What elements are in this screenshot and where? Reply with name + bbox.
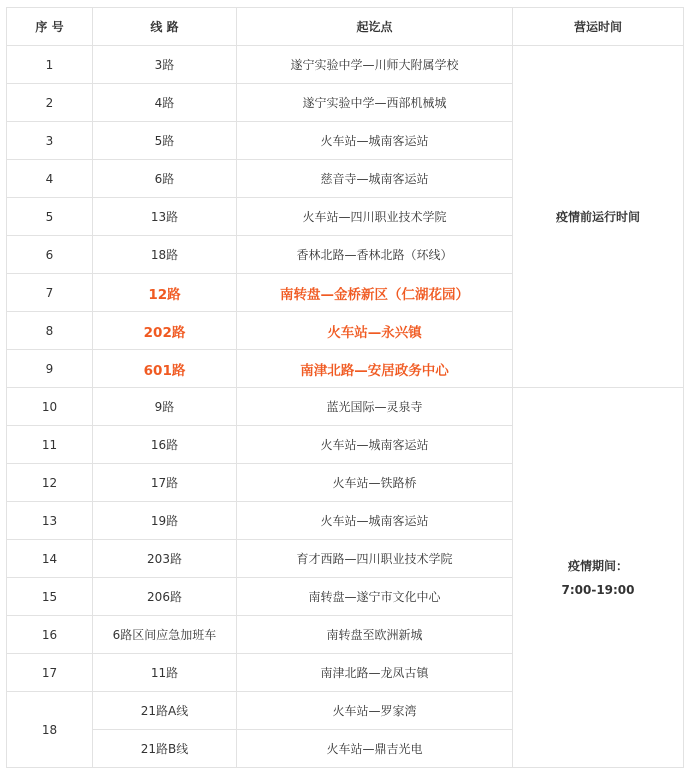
row-stops: 火车站—永兴镇: [237, 312, 513, 350]
row-stops: 火车站—铁路桥: [237, 464, 513, 502]
row-stops: 南津北路—龙凤古镇: [237, 654, 513, 692]
row-route: 12路: [93, 274, 237, 312]
time-before-label: 疫情前运行时间: [555, 209, 640, 224]
row-route: 5路: [93, 122, 237, 160]
row-stops: 遂宁实验中学—西部机械城: [237, 84, 513, 122]
table-row: [7, 46, 684, 84]
row-route: 21路A线: [93, 692, 237, 730]
header-route: 线 路: [93, 8, 237, 46]
row-stops: 蓝光国际—灵泉寺: [237, 388, 513, 426]
row-no: 8: [7, 312, 93, 350]
table-header-row: [7, 8, 684, 46]
header-no: 序 号: [7, 8, 93, 46]
time-during-label: 疫情期间：: [567, 558, 628, 573]
row-no: 6: [7, 236, 93, 274]
row-stops: 火车站—城南客运站: [237, 502, 513, 540]
row-stops: 南津北路—安居政务中心: [237, 350, 513, 388]
row-stops: 南转盘—遂宁市文化中心: [237, 578, 513, 616]
row-route: 16路: [93, 426, 237, 464]
row-no: 17: [7, 654, 93, 692]
row-no: 11: [7, 426, 93, 464]
row-route: 11路: [93, 654, 237, 692]
row-stops: 育才西路—四川职业技术学院: [237, 540, 513, 578]
row-no: 13: [7, 502, 93, 540]
row-stops: 火车站—城南客运站: [237, 426, 513, 464]
row-no: 3: [7, 122, 93, 160]
row-stops: 遂宁实验中学—川师大附属学校: [237, 46, 513, 84]
time-during-hours: 7:00-19:00: [561, 582, 635, 597]
row-no: 7: [7, 274, 93, 312]
row-route: 19路: [93, 502, 237, 540]
row-no: 18: [7, 692, 93, 768]
header-stops: 起讫点: [237, 8, 513, 46]
row-no: 14: [7, 540, 93, 578]
row-no: 5: [7, 198, 93, 236]
row-stops: 南转盘—金桥新区（仁湖花园）: [237, 274, 513, 312]
row-no: 15: [7, 578, 93, 616]
row-route: 6路: [93, 160, 237, 198]
table-row: [7, 388, 684, 426]
row-route: 21路B线: [93, 730, 237, 768]
row-no: 16: [7, 616, 93, 654]
row-route: 601路: [93, 350, 237, 388]
row-route: 6路区间应急加班车: [93, 616, 237, 654]
row-stops: 南转盘至欧洲新城: [237, 616, 513, 654]
row-route: 13路: [93, 198, 237, 236]
row-stops: 香林北路—香林北路（环线）: [237, 236, 513, 274]
row-stops: 火车站—四川职业技术学院: [237, 198, 513, 236]
row-route: 202路: [93, 312, 237, 350]
row-no: 4: [7, 160, 93, 198]
row-route: 206路: [93, 578, 237, 616]
row-no: 9: [7, 350, 93, 388]
row-no: 1: [7, 46, 93, 84]
row-route: 9路: [93, 388, 237, 426]
row-route: 203路: [93, 540, 237, 578]
row-stops: 火车站—城南客运站: [237, 122, 513, 160]
header-time: 营运时间: [513, 8, 684, 46]
row-stops: 火车站—罗家湾: [237, 692, 513, 730]
time-during-cell: [513, 388, 684, 768]
bus-route-table: [6, 7, 684, 768]
row-route: 17路: [93, 464, 237, 502]
row-route: 3路: [93, 46, 237, 84]
row-no: 12: [7, 464, 93, 502]
row-stops: 火车站—鼎吉光电: [237, 730, 513, 768]
time-before-cell: [513, 46, 684, 388]
row-no: 2: [7, 84, 93, 122]
row-stops: 慈音寺—城南客运站: [237, 160, 513, 198]
row-route: 4路: [93, 84, 237, 122]
row-route: 18路: [93, 236, 237, 274]
row-no: 10: [7, 388, 93, 426]
